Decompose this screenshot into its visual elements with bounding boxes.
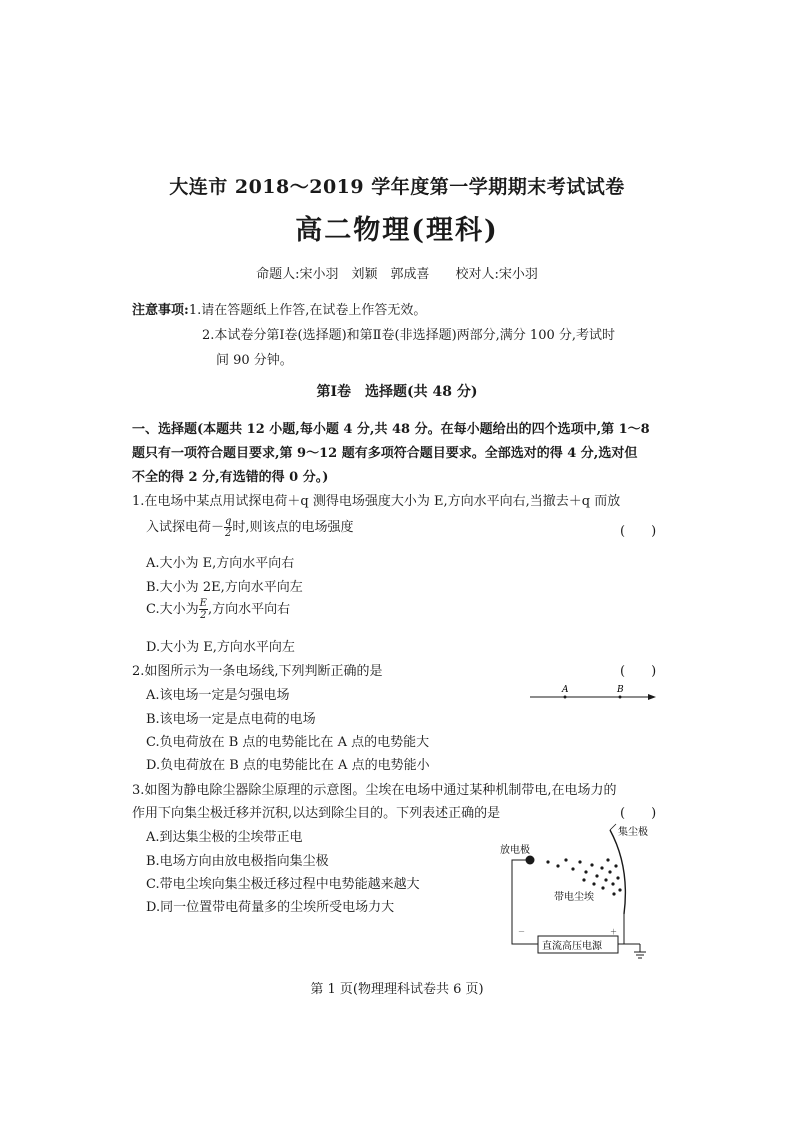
q1-stem-pre: 入试探电荷－ — [146, 520, 225, 535]
point-b-label: B — [617, 685, 624, 695]
page-footer: 第 1 页(物理理科试卷共 6 页) — [310, 982, 484, 997]
q2-answer-blank: ( ) — [620, 664, 657, 679]
q1-option-a: A.大小为 E,方向水平向右 — [146, 556, 295, 571]
q3-option-a: A.到达集尘极的尘埃带正电 — [146, 830, 303, 845]
q3-stem-line-2: 作用下向集尘极迁移并沉积,以达到除尘目的。下列表述正确的是 — [132, 806, 501, 821]
q2-option-b: B.该电场一定是点电荷的电场 — [146, 712, 316, 727]
notes-item-2-line-1: 2.本试卷分第Ⅰ卷(选择题)和第Ⅱ卷(非选择题)两部分,满分 100 分,考试时 — [202, 328, 616, 343]
field-line-figure — [528, 680, 660, 704]
collector-label: 集尘极 — [618, 827, 648, 838]
collector-leader-line — [610, 824, 616, 830]
dust-label: 带电尘埃 — [554, 892, 594, 903]
wire-left — [512, 860, 538, 944]
field-line-arrow-icon — [648, 694, 656, 700]
q3-option-b: B.电场方向由放电极指向集尘极 — [146, 854, 329, 869]
point-a-dot — [564, 696, 567, 699]
point-b-dot — [619, 696, 622, 699]
q3-option-d: D.同一位置带电荷量多的尘埃所受电场力大 — [146, 900, 395, 915]
dust-particles — [546, 858, 621, 895]
section-title: 第Ⅰ卷 选择题(共 48 分) — [316, 384, 478, 400]
q2-option-d: D.负电荷放在 B 点的电势能比在 A 点的电势能小 — [146, 758, 430, 773]
notes-item-2-line-2: 间 90 分钟。 — [216, 353, 293, 368]
power-plus-label: ＋ — [610, 928, 617, 936]
power-supply-label: 直流高压电源 — [542, 941, 602, 952]
q1-option-b: B.大小为 2E,方向水平向左 — [146, 580, 303, 595]
q3-stem-line-1: 3.如图为静电除尘器除尘原理的示意图。尘埃在电场中通过某种机制带电,在电场力的 — [132, 783, 617, 798]
exam-authors: 命题人:宋小羽 刘颖 郭成喜 校对人:宋小羽 — [256, 267, 538, 282]
q1-answer-blank: ( ) — [620, 524, 657, 539]
q1-option-d: D.大小为 E,方向水平向左 — [146, 640, 295, 655]
q2-option-c: C.负电荷放在 B 点的电势能比在 A 点的电势能大 — [146, 735, 430, 750]
power-minus-label: － — [518, 928, 525, 936]
q3-answer-blank: ( ) — [620, 806, 657, 821]
notes-line-1 — [132, 299, 426, 318]
q1-stem-line-1: 1.在电场中某点用试探电荷＋q 测得电场强度大小为 E,方向水平向右,当撤去＋q 而放 — [132, 494, 621, 509]
section-instructions-3: 不全的得 2 分,有选错的得 0 分。) — [132, 470, 329, 485]
discharge-electrode-label: 放电极 — [500, 845, 530, 856]
q3-option-c: C.带电尘埃向集尘极迁移过程中电势能越来越大 — [146, 877, 420, 892]
notes-label: 注意事项: — [132, 303, 189, 318]
q2-stem: 2.如图所示为一条电场线,下列判断正确的是 — [132, 664, 383, 679]
q1-option-c: C.大小为 $\frac{E}{2}$ ,方向水平向右 — [146, 598, 291, 621]
point-a-label: A — [562, 685, 569, 695]
section-instructions-1: 一、选择题(本题共 12 小题,每小题 4 分,共 48 分。在每小题给出的四个选项中,第 1～8 — [132, 422, 650, 437]
notes-item-1: 1.请在答题纸上作答,在试卷上作答无效。 — [188, 303, 427, 318]
q1-stem-post: 时,则该点的电场强度 — [232, 520, 354, 535]
q1-fraction-q-over-2: $\frac{q}{2}$ — [225, 516, 232, 539]
exam-subtitle: 高二物理(理科) — [295, 215, 499, 246]
q1-fraction-e-over-2: $\frac{E}{2}$ — [199, 598, 207, 621]
q2-option-a: A.该电场一定是匀强电场 — [146, 688, 290, 703]
discharge-electrode-dot — [526, 856, 535, 865]
electrostatic-precipitator-figure — [498, 822, 666, 970]
wire-right — [618, 914, 624, 944]
q1-stem-line-2 — [146, 516, 354, 539]
collector-plate — [610, 830, 625, 914]
section-instructions-2: 题只有一项符合题目要求,第 9～12 题有多项符合题目要求。全部选对的得 4 分,选对但 — [132, 446, 638, 461]
exam-title: 大连市 2018～2019 学年度第一学期期末考试试卷 — [169, 176, 625, 198]
